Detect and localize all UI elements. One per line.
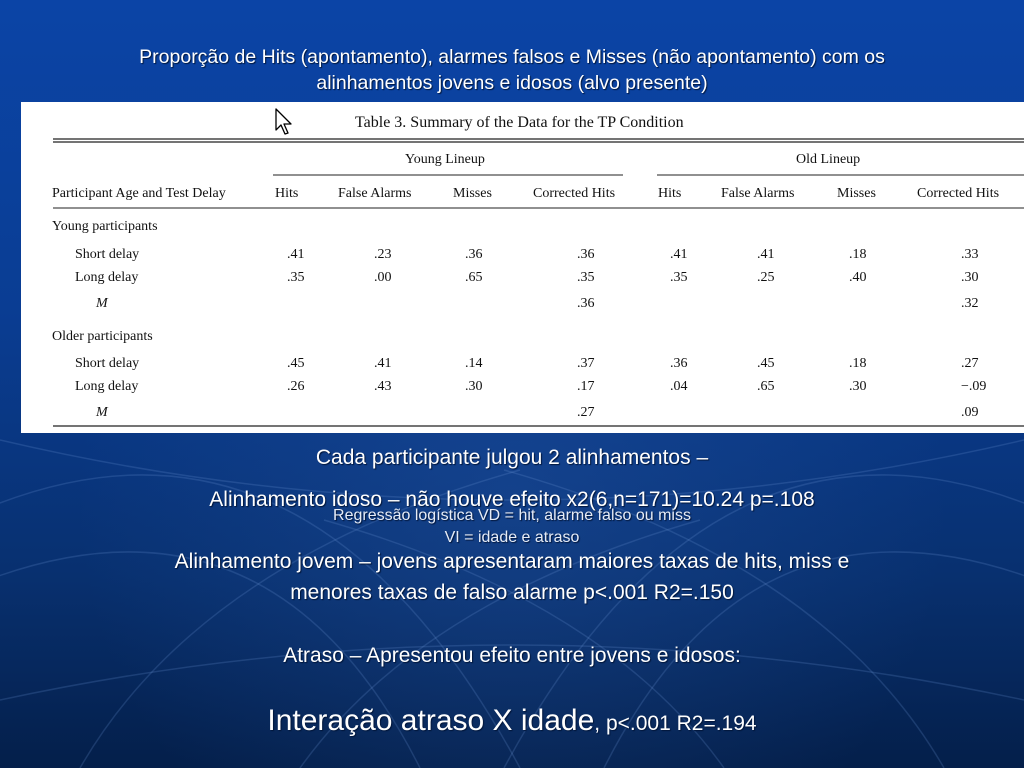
table-cell: .18 — [849, 247, 867, 262]
body-line-5: Alinhamento jovem – jovens apresentaram maiores taxas de hits, miss e — [174, 550, 850, 573]
table-row-label: Short delay — [75, 247, 140, 262]
table-section-label: Older participants — [52, 329, 153, 344]
table-cell: .41 — [670, 247, 688, 262]
body-line-3: Regressão logística VD = hit, alarme falso ou miss — [333, 507, 691, 524]
interaction-heading: Interação atraso X idade — [267, 704, 595, 737]
body-line-4: VI = idade e atraso — [444, 529, 580, 546]
table-section-label: Young participants — [52, 219, 158, 234]
table-cell: .35 — [577, 270, 595, 285]
table-group-old: Old Lineup — [796, 152, 861, 167]
table-caption: Table 3. Summary of the Data for the TP Condition — [355, 114, 684, 131]
table-cell: .23 — [374, 247, 392, 262]
table-cell: .26 — [287, 379, 305, 394]
table-cell: .41 — [287, 247, 305, 262]
table-cell: .33 — [961, 247, 979, 262]
data-table — [21, 102, 1024, 433]
table-cell: .14 — [465, 356, 483, 371]
data-table-image — [21, 102, 1024, 433]
table-row-header: Participant Age and Test Delay — [52, 186, 226, 201]
table-column-header: Hits — [275, 186, 299, 201]
table-column-header: Misses — [453, 186, 492, 201]
slide-title-line2: alinhamentos jovens e idosos (alvo presente) — [316, 72, 708, 94]
table-column-header: False Alarms — [721, 186, 795, 201]
slide-title — [40, 44, 984, 96]
table-cell: .41 — [374, 356, 392, 371]
body-line-8 — [40, 704, 984, 738]
table-cell: .32 — [961, 296, 979, 311]
table-cell: .45 — [757, 356, 775, 371]
table-cell: .00 — [374, 270, 392, 285]
table-column-header: Corrected Hits — [917, 186, 1000, 201]
table-cell: .35 — [287, 270, 305, 285]
table-cell: .04 — [670, 379, 688, 394]
body-line-2: Alinhamento idoso – não houve efeito x2(6,n=171)=10.24 p=.108 — [209, 488, 815, 511]
table-cell: .36 — [670, 356, 688, 371]
table-cell: .43 — [374, 379, 392, 394]
table-cell: .27 — [961, 356, 979, 371]
table-cell: .41 — [757, 247, 775, 262]
table-cell: .36 — [577, 296, 595, 311]
table-cell: .40 — [849, 270, 867, 285]
table-cell: .65 — [465, 270, 483, 285]
table-cell: .27 — [577, 405, 595, 420]
table-cell: .35 — [670, 270, 688, 285]
table-cell: .09 — [961, 405, 979, 420]
table-cell: .30 — [849, 379, 867, 394]
table-cell: .65 — [757, 379, 775, 394]
table-row-label: Short delay — [75, 356, 140, 371]
table-cell: .36 — [577, 247, 595, 262]
table-cell: .25 — [757, 270, 775, 285]
table-row-label: M — [96, 296, 108, 311]
arrow-cursor-icon — [275, 108, 293, 136]
body-line-1: Cada participante julgou 2 alinhamentos – — [315, 446, 709, 469]
slide-title-line1: Proporção de Hits (apontamento), alarmes falsos e Misses (não apontamento) com os — [139, 46, 885, 68]
table-cell: .36 — [465, 247, 483, 262]
table-cell: .18 — [849, 356, 867, 371]
table-column-header: Misses — [837, 186, 876, 201]
table-cell: .30 — [961, 270, 979, 285]
table-column-header: False Alarms — [338, 186, 412, 201]
table-cell: .45 — [287, 356, 305, 371]
body-line-7: Atraso – Apresentou efeito entre jovens e idosos: — [283, 644, 741, 667]
interaction-stats: , p<.001 R2=.194 — [594, 712, 757, 735]
table-row-label: M — [96, 405, 108, 420]
table-row-label: Long delay — [75, 379, 139, 394]
table-cell: −.09 — [961, 379, 987, 394]
table-column-header: Corrected Hits — [533, 186, 616, 201]
table-row-label: Long delay — [75, 270, 139, 285]
body-line-6: menores taxas de falso alarme p<.001 R2=.150 — [290, 581, 734, 604]
table-group-young: Young Lineup — [405, 152, 485, 167]
table-cell: .17 — [577, 379, 595, 394]
table-cell: .37 — [577, 356, 595, 371]
table-column-header: Hits — [658, 186, 682, 201]
table-cell: .30 — [465, 379, 483, 394]
